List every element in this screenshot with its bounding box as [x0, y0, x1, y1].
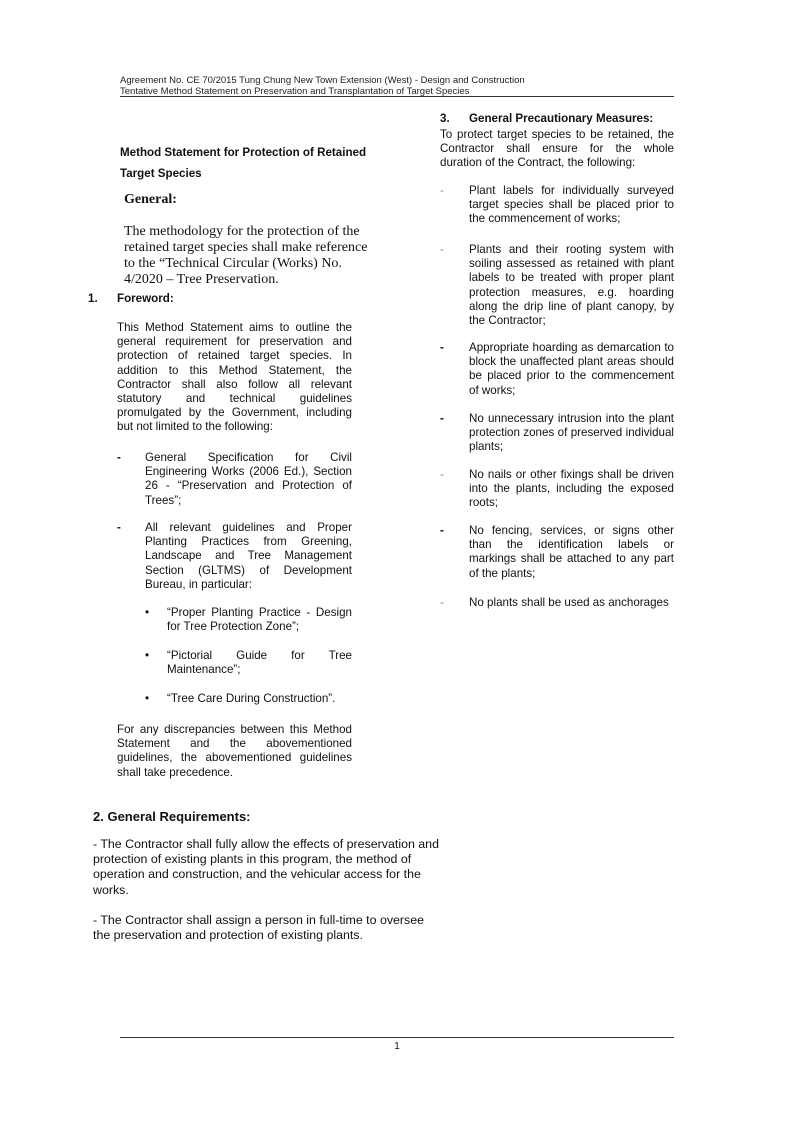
requirements-paragraph-2: - The Contractor shall assign a person in full-time to oversee the preservation and protection of existing plants.	[93, 913, 425, 943]
section3-number: 3.	[440, 112, 450, 125]
list-item	[440, 524, 674, 596]
bullet-dash: -	[440, 341, 444, 354]
general-paragraph: The methodology for the protection of the retained target species shall make reference to the “Technical Circular (Works) No. 4/2020 – Tree Preservation.	[124, 224, 368, 287]
general-heading: General:	[124, 192, 177, 207]
list-item	[440, 243, 674, 341]
precaution-text: No fencing, services, or signs other than the identification labels or markings shall be attached to any part of the plants;	[469, 524, 674, 580]
bullet-dash: -	[440, 524, 444, 537]
bullet-dash: -	[440, 184, 444, 197]
list-item	[117, 521, 352, 592]
list-item	[117, 451, 352, 521]
list-item	[145, 606, 352, 649]
bullet-dash: -	[117, 451, 121, 464]
foreword-paragraph: This Method Statement aims to outline the general requirement for preservation and protection of retained target species. In addition to this Method Statement, the Contractor shall also follow all relevant statutory and technical guidelines promulgated by the Government, including but not limited to the following:	[117, 321, 352, 434]
page-number: 1	[394, 1041, 400, 1052]
precaution-text: Plant labels for individually surveyed target species shall be placed prior to the commencement of works;	[469, 184, 674, 226]
foreword-number: 1.	[88, 292, 98, 305]
list-item	[440, 596, 674, 610]
sub-bullet-text: “Pictorial Guide for Tree Maintenance”;	[167, 649, 352, 677]
precaution-text: No nails or other fixings shall be driven into the plants, including the exposed roots;	[469, 468, 674, 510]
bullet-dot: •	[145, 692, 150, 705]
footer-rule	[120, 1037, 674, 1038]
bullet-dot: •	[145, 649, 150, 662]
precaution-text: Appropriate hoarding as demarcation to block the unaffected plant areas should be placed prior to the commencement of works;	[469, 341, 674, 397]
requirements-heading: 2. General Requirements:	[93, 809, 251, 824]
list-item	[440, 412, 674, 468]
requirements-paragraph-1: - The Contractor shall fully allow the effects of preservation and protection of existing plants in this program, the method of operation and construction, and the vehicular access for the works.	[93, 837, 439, 897]
list-item	[145, 649, 352, 692]
precaution-text: No plants shall be used as anchorages	[469, 596, 669, 609]
foreword-bullet-list	[117, 451, 352, 592]
header-rule	[120, 96, 674, 97]
list-item	[440, 468, 674, 524]
statement-title-line1: Method Statement for Protection of Retained	[120, 146, 367, 159]
list-item	[440, 341, 674, 412]
bullet-dash: -	[440, 468, 444, 481]
bullet-dash: -	[440, 596, 444, 609]
foreword-heading: Foreword:	[117, 292, 174, 305]
precaution-list	[440, 184, 674, 610]
section3-heading: General Precautionary Measures:	[469, 112, 654, 125]
precaution-text: Plants and their rooting system with soiling assessed as retained with plant labels to be treated with proper plant protection measures, e.g. hoarding along the drip line of plant canopy, by the Contractor;	[469, 243, 674, 328]
sub-bullet-text: “Proper Planting Practice - Design for Tree Protection Zone”;	[167, 606, 352, 634]
bullet-dash: -	[117, 521, 121, 534]
sub-bullet-text: “Tree Care During Construction”.	[167, 692, 336, 705]
bullet-text: All relevant guidelines and Proper Planting Practices from Greening, Landscape and Tree Management Section (GLTMS) of Development Bureau, in particular:	[145, 521, 352, 591]
section3-intro: To protect target species to be retained, the Contractor shall ensure for the whole duration of the Contract, the following:	[440, 128, 674, 170]
header-agreement-line: Agreement No. CE 70/2015 Tung Chung New Town Extension (West) - Design and Construction	[120, 75, 525, 86]
bullet-dash: -	[440, 412, 444, 425]
bullet-text: General Specification for Civil Engineering Works (2006 Ed.), Section 26 - “Preservation and Protection of Trees”;	[145, 451, 352, 507]
bullet-dash: -	[440, 243, 444, 256]
list-item	[440, 184, 674, 243]
header-title-line: Tentative Method Statement on Preservation and Transplantation of Target Species	[120, 86, 470, 97]
list-item	[145, 692, 352, 706]
statement-title-line2: Target Species	[120, 167, 202, 180]
bullet-dot: •	[145, 606, 150, 619]
precaution-text: No unnecessary intrusion into the plant protection zones of preserved individual plants;	[469, 412, 674, 454]
guideline-sub-list	[145, 606, 352, 706]
precedence-paragraph: For any discrepancies between this Method Statement and the abovementioned guidelines, the abovementioned guidelines shall take precedence.	[117, 723, 352, 779]
